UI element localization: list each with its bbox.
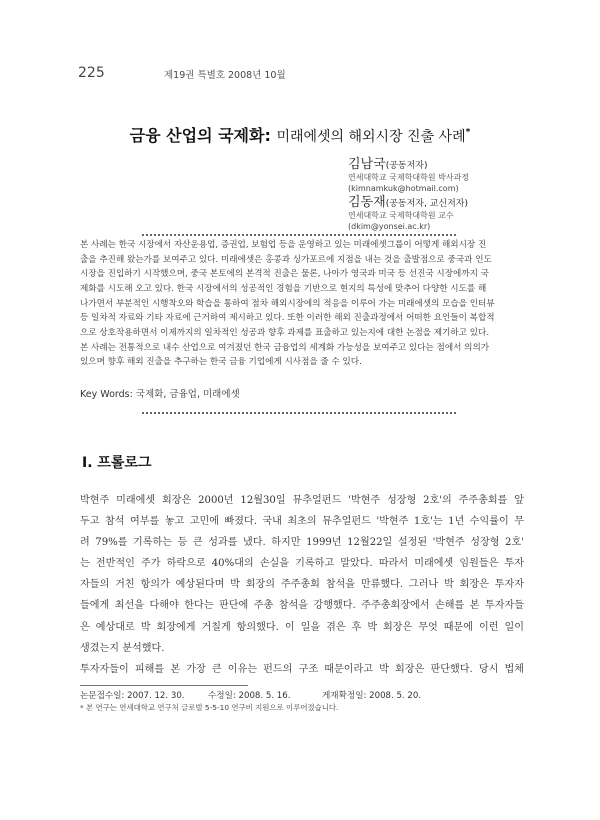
body-line: 자들의 거친 항의가 예상된다며 박 회장의 주주총회 참석을 만류했다. 그러나 박 회장은 투자자: [80, 579, 524, 591]
dotted-divider-top: [142, 234, 456, 236]
author-name: 김남국: [348, 157, 386, 172]
abstract: [80, 238, 520, 370]
title-main: 금융 산업의 국제화:: [129, 126, 271, 145]
revised-date: 수정일: 2008. 5. 16.: [208, 691, 291, 701]
abstract-line: 본 사례는 한국 시장에서 자산운용업, 증권업, 보험업 등을 운영하고 있는 미래에셋그룹이 어떻게 해외시장 진: [80, 240, 487, 250]
keywords-label: Key Words:: [80, 389, 133, 400]
abstract-line: 있으며 향후 해외 진출을 추구하는 한국 금융 기업에게 시사점을 줄 수 있다.: [80, 357, 362, 368]
abstract-line: 본 사례는 전통적으로 내수 산업으로 여겨졌던 한국 금융업의 세계화 가능성을 보여주고 있다는 점에서 의의가: [80, 342, 490, 353]
abstract-line: 제화를 시도해 오고 있다. 한국 시장에서의 성공적인 경험을 기반으로 현지의 특성에 맞추어 다양한 시도를 해: [80, 283, 487, 294]
author-affiliation: 연세대학교 국제학대학원 교수: [348, 211, 454, 220]
author-role: (공동저자): [385, 161, 428, 171]
author-name-line: [348, 153, 469, 172]
body-line: 박현주 미래에셋 회장은 2000년 12월30일 뮤추얼펀드 '박현주 성장형 2호'의 주주총회를 앞: [80, 495, 524, 506]
body-line: 려 79%를 기록하는 등 큰 성과를 냈다. 하지만 1999년 12월22일 설정된 '박현주 성장형 2호': [80, 537, 524, 549]
author-affiliation: 연세대학교 국제학대학원 박사과정: [348, 173, 470, 182]
author-name-line: [348, 191, 468, 210]
body-line: 두고 참석 여부를 놓고 고민에 빠졌다. 국내 최초의 뮤추얼펀드 '박현주 1호'는 1년 수익률이 무: [80, 516, 524, 528]
author-name: 김동재: [348, 195, 386, 210]
footnote-rule: [80, 685, 248, 686]
abstract-line: 등 일차적 자료와 기타 자료에 근거하여 제시하고 있다. 또한 이러한 해외 진출과정에서 어떠한 요인들이 복합적: [80, 313, 495, 324]
journal-info: 제19권 특별호 2008년 10월: [164, 70, 286, 81]
body-line: 는 전반적인 주가 하락으로 40%대의 손실을 기록하고 말았다. 따라서 미래에셋 임원들은 투자: [80, 558, 524, 570]
title-footnote-mark: *: [465, 127, 471, 138]
body-line: 생겼는지 분석했다.: [80, 642, 165, 654]
page-number: 225: [78, 65, 105, 81]
abstract-line: 시장을 진입하기 시작했으며, 중국 본토에의 본격적 진출은 물론, 나아가 영국과 미국 등 선진국 시장에까지 국: [80, 269, 489, 280]
author-email[interactable]: (kimnamkuk@hotmail.com): [348, 184, 459, 193]
body-line: 은 예상대로 박 회장에게 거칠게 항의했다. 이 일을 겪은 후 박 회장은 무엇 때문에 이런 일이: [80, 621, 524, 633]
keywords-value: 국제화, 금융업, 미래에셋: [135, 389, 240, 400]
author-email[interactable]: (dkim@yonsei.ac.kr): [348, 222, 431, 231]
funding-note: * 본 연구는 연세대학교 연구처 글로벌 5-5-10 연구비 지원으로 이루어졌습니다.: [80, 703, 339, 712]
abstract-line: 나가면서 부분적인 시행착오와 학습을 통하여 점차 해외시장에의 적응을 이루어 가는 미래에셋의 모습을 인터뷰: [80, 298, 495, 309]
dotted-divider-bottom: [142, 412, 456, 414]
body-line: 투자자들이 피해를 본 가장 큰 이유는 펀드의 구조 때문이라고 박 회장은 판단했다. 당시 법체: [80, 663, 524, 675]
author-block: [348, 191, 468, 232]
body-text: [80, 490, 524, 680]
title-subtitle: 미래에셋의 해외시장 진출 사례: [276, 129, 466, 145]
received-date: 논문접수일: 2007. 12. 30.: [80, 691, 185, 701]
body-line: 들에게 최선을 다해야 한다는 판단에 주총 참석을 강행했다. 주주총회장에서 손해를 본 투자자들: [80, 600, 524, 612]
author-role: (공동저자, 교신저자): [385, 199, 468, 209]
accepted-date: 게재확정일: 2008. 5. 20.: [322, 691, 422, 701]
abstract-line: 으로 상호작용하면서 이제까지의 일차적인 성공과 향후 과제를 표출하고 있는지에 대한 논점을 제기하고 있다.: [80, 327, 490, 338]
keywords: [80, 386, 240, 400]
section-heading: Ⅰ. 프롤로그: [82, 455, 152, 471]
author-block: [348, 153, 469, 194]
running-header: [78, 65, 530, 85]
abstract-line: 출을 추진해 왔는가를 보여주고 있다. 미래에셋은 홍콩과 싱가포르에 지점을 내는 것을 출발점으로 중국과 인도: [80, 254, 492, 265]
paper-title: [60, 123, 540, 146]
submission-dates: [80, 689, 421, 701]
